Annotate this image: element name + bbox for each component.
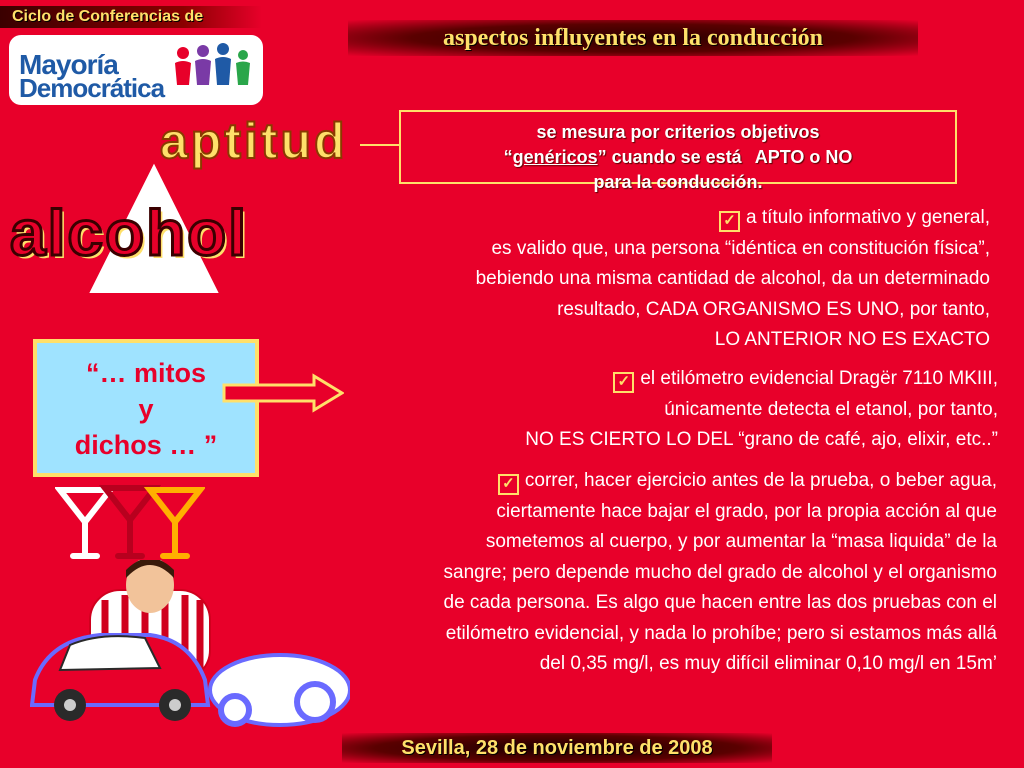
point-line: etilómetro evidencial, y nada lo prohíbe; pero si estamos más allá [445,622,997,644]
point-line [245,466,997,497]
apto-line-2-mid: ” cuando se está [597,147,742,167]
conference-series-label: Ciclo de Conferencias de [0,6,262,28]
connector-line [360,144,400,146]
point-line: bebiendo una misma cantidad de alcohol, da un determinado [475,268,990,289]
red-car-icon [32,635,208,721]
apto-definition-box [399,110,957,192]
point-text: a título informativo y general, [746,207,990,228]
point-line: únicamente detecta el etanol, por tanto, [664,398,998,420]
point-line: de cada persona. Es algo que hacen entre las dos pruebas con el [443,592,997,613]
right-arrow-icon [222,373,344,413]
apto-line-3: para la conducción. [593,172,763,192]
point-line [300,364,998,395]
apto-line-1: se mesura por criterios objetivos [536,122,820,142]
logo-line-2: Democrática [19,73,165,103]
aptitud-word: aptitud [160,113,348,169]
apto-no-text: APTO o NO [754,147,853,167]
point-line: sometemos al cuerpo, y por aumentar la “masa liquida” de la [485,531,997,552]
point-line: es valido que, una persona “idéntica en constitución física”, [491,237,990,259]
slide-title: aspectos influyentes en la conducción [348,20,918,56]
alcohol-word: alcohol [10,197,249,269]
cocktail-glasses-icon [55,482,205,562]
driver-with-car-and-scooter-illustration [30,560,350,730]
point-line [290,203,990,234]
scooter-icon [210,655,350,725]
checkbox-icon: ✓ [613,372,634,393]
point-text: correr, hacer ejercicio antes de la prueba, o beber agua, [524,470,997,491]
footer-date: Sevilla, 28 de noviembre de 2008 [342,733,772,763]
mitos-line-3: dichos … ” [74,430,218,460]
checkbox-icon: ✓ [719,211,740,232]
point-line: sangre; pero depende mucho del grado de alcohol y el organismo [443,561,997,583]
point-line: resultado, CADA ORGANISMO ES UNO, por tanto, [557,298,990,320]
open-quote: “ [503,147,513,167]
point-general [290,203,990,356]
point-line: del 0,35 mg/l, es muy difícil eliminar 0,10 mg/l en 15m’ [539,653,997,674]
point-line: NO ES CIERTO LO DEL “grano de café, ajo, elixir, etc..” [525,429,998,450]
point-etilometro [300,364,998,456]
point-ejercicio [245,466,997,680]
apto-line-2 [401,145,955,170]
logo-line-1: Mayoría [19,49,118,80]
point-line: ciertamente hace bajar el grado, por la propia acción al que [496,500,997,522]
mayoria-democratica-logo [9,35,263,105]
mitos-line-1: “… mitos [85,358,206,388]
mitos-line-2: y [138,394,154,424]
point-text: el etilómetro evidencial Dragër 7110 MKIII, [640,368,998,389]
genericos-word: genéricos [512,147,598,167]
point-line: LO ANTERIOR NO ES EXACTO [714,329,990,350]
people-figures-icon [169,41,259,99]
checkbox-icon: ✓ [498,474,519,495]
